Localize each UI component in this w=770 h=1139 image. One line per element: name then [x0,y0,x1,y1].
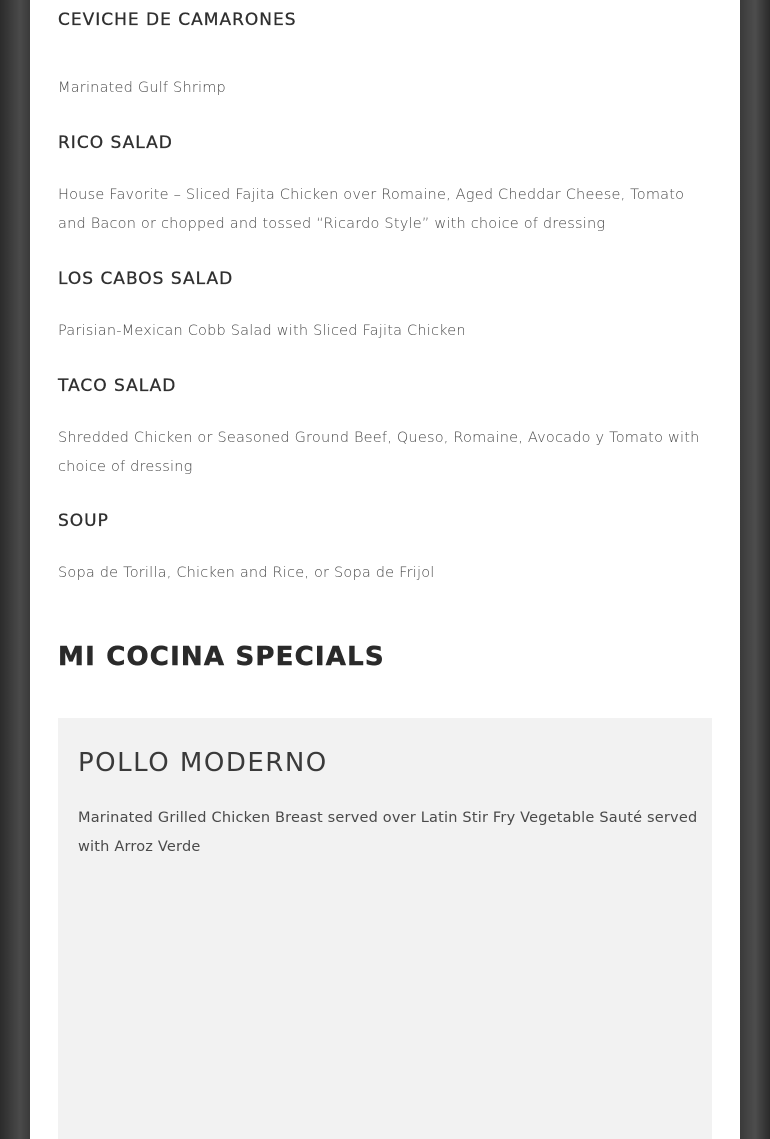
menu-item-title-los-cabos-salad: LOS CABOS SALAD [58,269,234,289]
special-desc-pollo-moderno: Marinated Grilled Chicken Breast served over Latin Stir Fry Vegetable Sauté served with Arroz Verde [78,810,698,855]
menu-item-title-soup: SOUP [58,511,109,531]
menu-item-desc-soup: Sopa de Torilla, Chicken and Rice, or Sopa de Frijol [58,565,435,581]
menu-item-desc-taco-salad: Shredded Chicken or Seasoned Ground Beef, Queso, Romaine, Avocado y Tomato with choice of dressing [58,430,700,475]
menu-item-title-rico-salad: RICO SALAD [58,133,173,153]
special-title-pollo-moderno: POLLO MODERNO [78,748,328,778]
menu-item-desc-los-cabos-salad: Parisian-Mexican Cobb Salad with Sliced Fajita Chicken [58,323,466,339]
specials-heading: MI COCINA SPECIALS [58,642,385,672]
menu-item-title-ceviche: CEVICHE DE CAMARONES [58,10,297,30]
menu-item-desc-ceviche: Marinated Gulf Shrimp [58,80,226,96]
menu-item-title-taco-salad: TACO SALAD [58,376,177,396]
special-card [58,718,712,1139]
menu-item-desc-rico-salad: House Favorite – Sliced Fajita Chicken over Romaine, Aged Cheddar Cheese, Tomato and Bacon or chopped and tossed “Ricardo Style” with choice of dressing [58,187,685,232]
menu-page [30,0,740,1139]
